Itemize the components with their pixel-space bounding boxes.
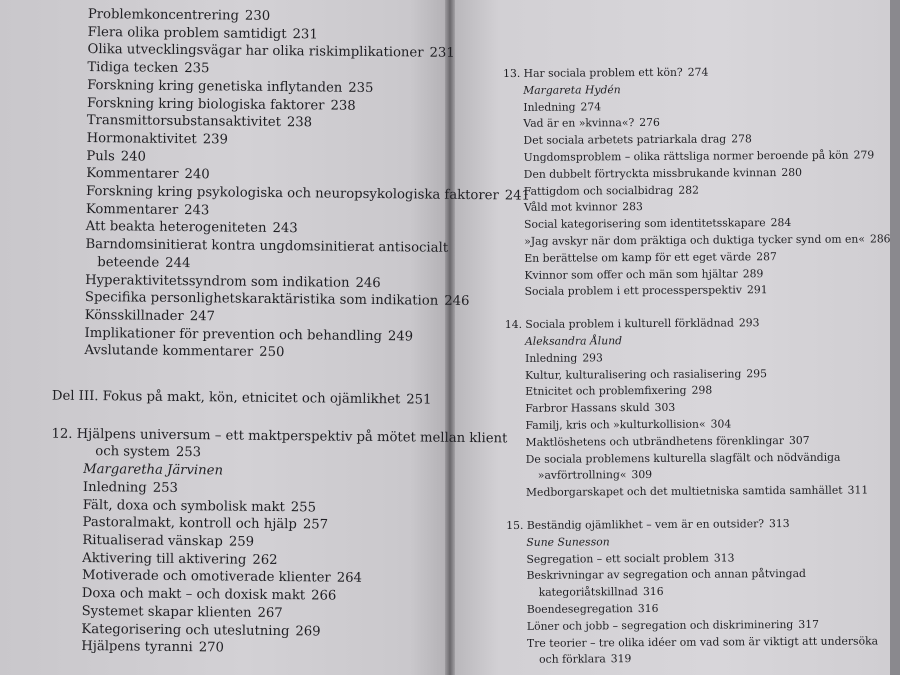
toc-entry: Pastoralmakt, kontroll och hjälp 257 (82, 515, 329, 533)
toc-entry: Kommentarer 243 (85, 201, 210, 219)
toc-entry: Ritualiserad vänskap 259 (82, 532, 255, 550)
toc-entry: Social kategorisering som identitetsskapare 284 (524, 216, 792, 232)
toc-entry: Farbror Hassans skuld 303 (525, 400, 676, 415)
toc-entry-continuation: kategoriåtskillnad 316 (538, 585, 664, 599)
toc-entry: Löner och jobb – segregation och diskriminering 317 (526, 617, 819, 633)
toc-entry: Ungdomsproblem – olika rättsliga normer beroende på kön 279 (523, 148, 875, 164)
toc-entry: Könsskillnader 247 (84, 307, 216, 325)
toc-entry: Det sociala arbetets patriarkala drag 278 (523, 132, 752, 148)
toc-entry: Flera olika problem samtidigt 231 (87, 24, 318, 43)
toc-entry: Hormonaktivitet 239 (86, 130, 228, 148)
toc-entry: Avslutande kommentarer 250 (84, 343, 285, 361)
chapter-author: Sune Sunesson (526, 534, 610, 549)
toc-entry: Inledning 293 (524, 351, 603, 365)
chapter-heading-continuation: och system 253 (95, 444, 202, 461)
toc-entry: Sociala problem i ett processperspektiv 291 (524, 283, 768, 299)
page-edge (890, 0, 900, 675)
toc-entry: Fält, doxa och symbolisk makt 255 (82, 497, 317, 515)
toc-entry: Barndomsinitierat kontra ungdomsinitierat antisocialt (85, 237, 449, 256)
chapter-author: Margareta Hydén (523, 82, 621, 97)
toc-entry: Tidiga tecken 235 (87, 60, 210, 77)
toc-entry: Beskrivningar av segregation och annan påtvingad (526, 567, 806, 583)
toc-entry: Transmittorsubstansaktivitet 238 (86, 113, 313, 131)
toc-entry: Vad är en »kvinna«? 276 (523, 116, 660, 131)
toc-entry: Den dubbelt förtryckta missbrukande kvinnan 280 (523, 165, 803, 181)
toc-entry: Inledning 274 (523, 99, 602, 114)
chapter-author: Margaretha Järvinen (83, 462, 224, 479)
toc-entry: Motiverade och omotiverade klienter 264 (81, 568, 363, 587)
toc-entry: Systemet skapar klienten 267 (81, 603, 283, 621)
toc-entry: Forskning kring genetiska inflytanden 235 (87, 77, 374, 96)
chapter-heading: 14. Sociala problem i kulturell förklädnad 293 (504, 316, 760, 332)
part-heading: Del III. Fokus på makt, kön, etnicitet och ojämlikhet 251 (51, 388, 432, 408)
toc-entry: Implikationer för prevention och behandling 249 (84, 325, 414, 345)
toc-entry: Tre teorier – tre olika idéer om vad som är viktigt att undersöka (526, 633, 879, 650)
toc-entry: Hjälpens tyranni 270 (81, 639, 225, 656)
toc-entry: Medborgarskapet och det multietniska samtida samhället 311 (525, 483, 869, 499)
toc-entry: Att beakta heterogeniteten 243 (85, 219, 298, 237)
toc-entry: Problemkoncentrering 230 (87, 6, 271, 24)
toc-entry: Kommentarer 240 (86, 166, 210, 183)
toc-entry-continuation: och förklara 319 (539, 652, 632, 667)
toc-entry: Puls 240 (86, 148, 147, 165)
toc-entry: De sociala problemens kulturella slagfält och nödvändiga (525, 450, 841, 466)
toc-entry: Familj, kris och »kulturkollision« 304 (525, 417, 732, 432)
toc-entry: En berättelse om kamp för ett eget värde 287 (524, 249, 777, 265)
chapter-author: Aleksandra Ålund (524, 334, 623, 348)
toc-entry: Kategorisering och uteslutning 269 (81, 621, 321, 639)
toc-entry: Fattigdom och socialbidrag 282 (523, 183, 700, 198)
chapter-heading: 12. Hjälpens universum – ett maktperspektiv på mötet mellan klient (51, 426, 508, 447)
toc-entry: Kvinnor som offer och män som hjältar 289 (524, 266, 764, 282)
toc-entry: Våld mot kvinnor 283 (523, 200, 643, 215)
toc-entry: Hyperaktivitetssyndrom som indikation 246 (85, 272, 381, 291)
toc-entry: Doxa och makt – och doxisk makt 266 (81, 586, 337, 604)
right-toc (503, 63, 891, 669)
chapter-heading: 13. Har sociala problem ett kön? 274 (503, 65, 709, 80)
toc-entry: Maktlöshetens och utbrändhetens förenklingar 307 (525, 433, 810, 449)
toc-entry: Segregation – ett socialt problem 313 (526, 550, 735, 566)
toc-entry-continuation: »avförtrollning« 309 (537, 468, 653, 483)
toc-entry: Kultur, kulturalisering och rasialisering 295 (525, 366, 768, 382)
toc-entry: Forskning kring psykologiska och neuropsykologiska faktorer 241 (85, 184, 531, 204)
toc-entry: Aktivering till aktivering 262 (82, 550, 278, 568)
toc-entry: Olika utvecklingsvägar har olika riskimplikationer 231 (87, 42, 455, 62)
toc-entry: Inledning 253 (82, 479, 179, 496)
toc-entry: »Jag avskyr när dom präktiga och duktiga tycker synd om en« 286 (524, 232, 891, 248)
chapter-heading: 15. Beständig ojämlikhet – vem är en outsider? 313 (506, 516, 790, 532)
toc-entry: Etnicitet och problemfixering 298 (525, 383, 713, 399)
toc-entry-continuation: beteende 244 (97, 254, 191, 271)
toc-entry: Specifika personlighetskaraktäristika som indikation 246 (84, 290, 470, 310)
toc-entry: Forskning kring biologiska faktorer 238 (86, 95, 356, 114)
toc-entry: Boendesegregation 316 (526, 601, 659, 616)
left-toc (51, 6, 531, 660)
